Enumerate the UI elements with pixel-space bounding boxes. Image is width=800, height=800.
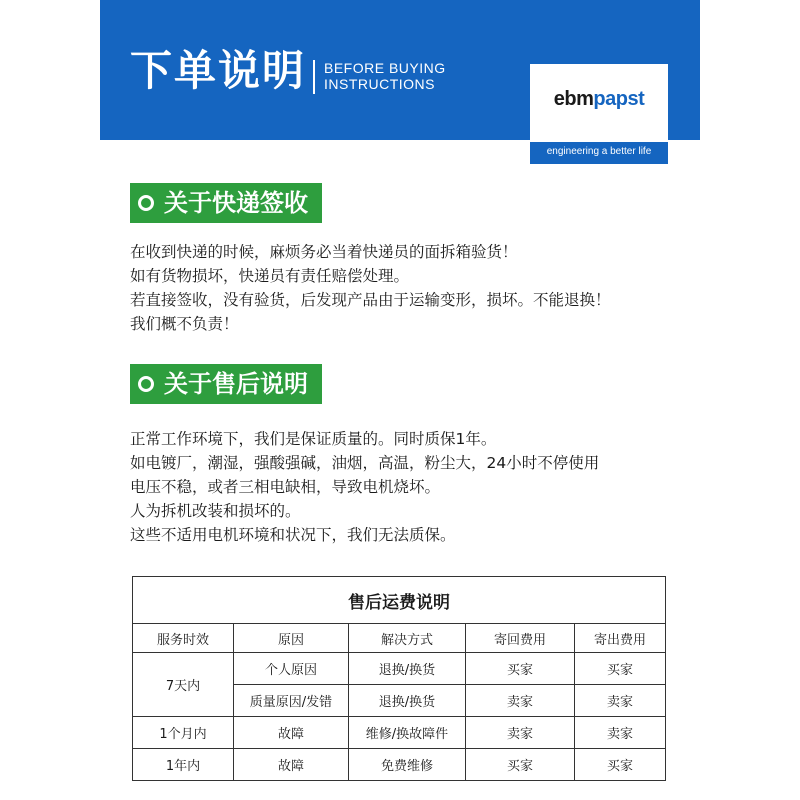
table-cell: 买家 — [575, 749, 666, 781]
table-cell: 买家 — [466, 653, 575, 685]
section-heading-delivery — [130, 183, 322, 223]
circle-bullet-icon — [138, 195, 154, 211]
brand-name-blue: papst — [593, 88, 645, 110]
column-header: 解决方式 — [349, 624, 466, 653]
aftersales-paragraph — [130, 427, 599, 547]
table-caption: 售后运费说明 — [133, 577, 666, 624]
table-row — [133, 717, 666, 749]
table-row — [133, 749, 666, 781]
page-subtitle — [324, 60, 446, 92]
table-cell: 卖家 — [466, 685, 575, 717]
brand-name — [530, 88, 668, 111]
table-cell: 买家 — [466, 749, 575, 781]
delivery-paragraph — [130, 240, 611, 336]
column-header: 寄回费用 — [466, 624, 575, 653]
text-line: 我们概不负责！ — [130, 315, 239, 333]
circle-bullet-icon — [138, 376, 154, 392]
text-line: 电压不稳，或者三相电缺相，导致电机烧坏。 — [130, 478, 441, 496]
table-cell: 卖家 — [575, 685, 666, 717]
table-header-row — [133, 624, 666, 653]
table-cell: 质量原因/发错 — [234, 685, 349, 717]
table-cell: 免费维修 — [349, 749, 466, 781]
table-cell: 故障 — [234, 717, 349, 749]
table-cell: 买家 — [575, 653, 666, 685]
brand-tagline-bar — [530, 142, 668, 164]
table-cell: 退换/换货 — [349, 685, 466, 717]
column-header: 原因 — [234, 624, 349, 653]
shipping-fee-table — [132, 576, 666, 781]
brand-tagline: engineering a better life — [546, 146, 652, 157]
table-cell: 退换/换货 — [349, 653, 466, 685]
text-line: 如有货物损坏，快递员有责任赔偿处理。 — [130, 267, 410, 285]
text-line: 人为拆机改装和损坏的。 — [130, 502, 301, 520]
text-line: 这些不适用电机环境和状况下，我们无法质保。 — [130, 526, 456, 544]
subtitle-line-1: BEFORE BUYING — [324, 60, 446, 76]
subtitle-line-2: INSTRUCTIONS — [324, 76, 435, 92]
section-heading-text: 关于快递签收 — [164, 189, 308, 217]
table-cell: 故障 — [234, 749, 349, 781]
text-line: 正常工作环境下，我们是保证质量的。同时质保1年。 — [130, 430, 497, 448]
brand-logo — [530, 64, 668, 142]
page-title: 下单说明 — [130, 46, 307, 95]
text-line: 如电镀厂，潮湿，强酸强碱，油烟，高温，粉尘大，24小时不停使用 — [130, 454, 600, 472]
section-heading-text: 关于售后说明 — [164, 370, 308, 398]
table-cell: 维修/换故障件 — [349, 717, 466, 749]
table-cell: 个人原因 — [234, 653, 349, 685]
table-cell: 卖家 — [575, 717, 666, 749]
column-header: 寄出费用 — [575, 624, 666, 653]
table-cell: 1个月内 — [133, 717, 234, 749]
instruction-sheet — [100, 0, 700, 800]
brand-name-black: ebm — [553, 88, 594, 110]
column-header: 服务时效 — [133, 624, 234, 653]
text-line: 在收到快递的时候，麻烦务必当着快递员的面拆箱验货！ — [130, 243, 518, 261]
text-line: 若直接签收，没有验货，后发现产品由于运输变形，损坏。不能退换！ — [130, 291, 611, 309]
table-row — [133, 653, 666, 685]
table-cell: 1年内 — [133, 749, 234, 781]
table-cell: 7天内 — [133, 653, 234, 717]
title-divider — [313, 60, 315, 94]
section-heading-aftersales — [130, 364, 322, 404]
table-cell: 卖家 — [466, 717, 575, 749]
